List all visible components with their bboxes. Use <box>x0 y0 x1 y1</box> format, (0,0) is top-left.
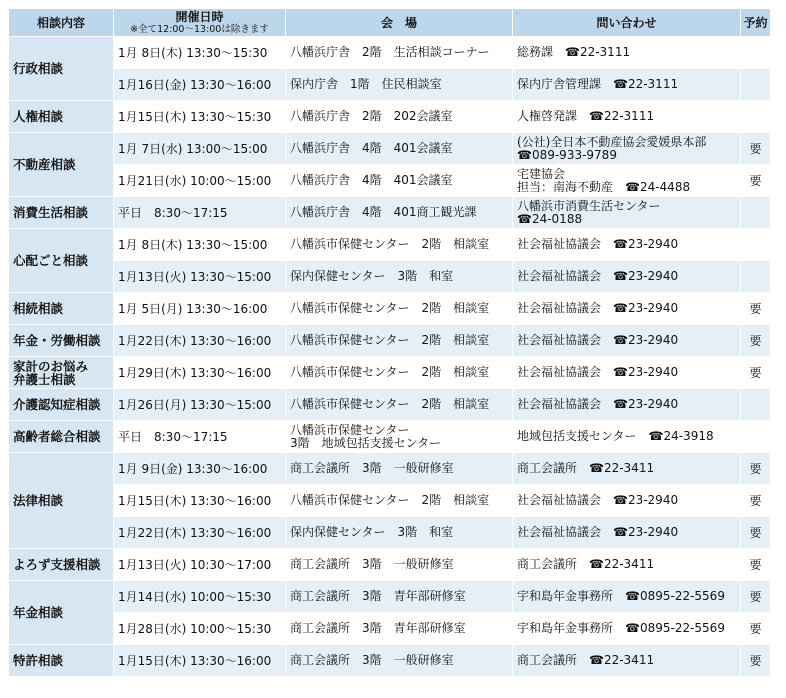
contact-cell <box>513 357 741 389</box>
venue-cell <box>286 549 513 581</box>
category-label: 特許相談 <box>13 653 64 668</box>
contact-cell <box>513 165 741 197</box>
venue-line: 八幡浜庁舎 4階 401商工観光課 <box>290 205 477 219</box>
table-body <box>9 37 771 677</box>
contact-line: 商工会議所 ☎22-3411 <box>517 557 655 571</box>
venue-cell <box>286 229 513 261</box>
contact-cell <box>513 389 741 421</box>
category-label: 不動産相談 <box>13 157 76 172</box>
table-row <box>9 613 771 645</box>
reservation-cell <box>741 261 771 293</box>
contact-cell <box>513 613 741 645</box>
date-cell: 1月16日(金) 13:30～16:00 <box>114 69 286 101</box>
table-row <box>9 261 771 293</box>
contact-cell <box>513 517 741 549</box>
table-row <box>9 453 771 485</box>
venue-cell <box>286 517 513 549</box>
contact-line: 宇和島年金事務所 ☎0895-22-5569 <box>517 589 725 603</box>
category-cell <box>9 357 114 389</box>
table-row <box>9 229 771 261</box>
table-row <box>9 581 771 613</box>
contact-cell <box>513 485 741 517</box>
header-reservation: 予約 <box>741 9 771 37</box>
date-cell: 1月14日(水) 10:00～15:30 <box>114 581 286 613</box>
reservation-cell: 要 <box>741 325 771 357</box>
contact-line: 社会福祉協議会 ☎23-2940 <box>517 493 679 507</box>
venue-cell <box>286 389 513 421</box>
venue-line: 八幡浜庁舎 2階 生活相談コーナー <box>290 45 490 59</box>
category-cell <box>9 421 114 453</box>
schedule-table <box>8 8 771 677</box>
venue-line: 保内保健センター 3階 和室 <box>290 269 454 283</box>
table-row <box>9 197 771 229</box>
reservation-cell: 要 <box>741 613 771 645</box>
venue-line: 八幡浜市保健センター 2階 相談室 <box>290 493 490 507</box>
date-cell: 1月28日(水) 10:00～15:30 <box>114 613 286 645</box>
venue-line: 保内庁舎 1階 住民相談室 <box>290 77 442 91</box>
category-cell <box>9 453 114 549</box>
venue-line: 八幡浜市保健センター 2階 相談室 <box>290 365 490 379</box>
category-label: 人権相談 <box>13 109 64 124</box>
date-cell: 1月15日(木) 13:30～15:30 <box>114 101 286 133</box>
venue-line: 3階 地域包括支援センター <box>290 435 442 450</box>
category-cell <box>9 197 114 229</box>
reservation-cell: 要 <box>741 133 771 165</box>
contact-line: 担当：南海不動産 ☎24-4488 <box>517 179 691 194</box>
contact-line: 社会福祉協議会 ☎23-2940 <box>517 525 679 539</box>
table-row <box>9 325 771 357</box>
reservation-cell: 要 <box>741 645 771 677</box>
contact-line: 人権啓発課 ☎22-3111 <box>517 109 655 123</box>
venue-cell <box>286 645 513 677</box>
reservation-cell <box>741 229 771 261</box>
venue-cell <box>286 37 513 69</box>
venue-cell <box>286 261 513 293</box>
reservation-cell <box>741 37 771 69</box>
venue-cell <box>286 133 513 165</box>
category-label: 介護認知症相談 <box>13 397 101 412</box>
contact-cell <box>513 453 741 485</box>
reservation-cell: 要 <box>741 357 771 389</box>
venue-line: 八幡浜市保健センター 2階 相談室 <box>290 333 490 347</box>
venue-line: 八幡浜市保健センター 2階 相談室 <box>290 237 490 251</box>
date-cell: 1月15日(木) 13:30～16:00 <box>114 645 286 677</box>
venue-cell <box>286 485 513 517</box>
category-cell <box>9 325 114 357</box>
category-label: 弁護士相談 <box>13 371 76 387</box>
date-cell: 1月15日(木) 13:30～16:00 <box>114 485 286 517</box>
table-row <box>9 517 771 549</box>
reservation-cell <box>741 421 771 453</box>
reservation-cell: 要 <box>741 517 771 549</box>
category-cell <box>9 389 114 421</box>
contact-cell <box>513 133 741 165</box>
category-label: 心配ごと相談 <box>13 253 89 268</box>
venue-cell <box>286 581 513 613</box>
table-row <box>9 69 771 101</box>
date-cell: 平日 8:30～17:15 <box>114 421 286 453</box>
contact-cell <box>513 229 741 261</box>
header-contact: 問い合わせ <box>513 9 741 37</box>
date-cell: 1月29日(木) 13:30～16:00 <box>114 357 286 389</box>
category-cell <box>9 101 114 133</box>
category-cell <box>9 549 114 581</box>
venue-cell <box>286 453 513 485</box>
category-label: 消費生活相談 <box>13 205 89 220</box>
contact-cell <box>513 197 741 229</box>
table-row <box>9 101 771 133</box>
venue-line: 商工会議所 3階 青年部研修室 <box>290 621 466 635</box>
contact-line: 総務課 ☎22-3111 <box>517 45 631 59</box>
category-cell <box>9 37 114 101</box>
date-cell: 1月22日(木) 13:30～16:00 <box>114 325 286 357</box>
contact-line: 宅建協会 <box>517 166 566 181</box>
reservation-cell: 要 <box>741 293 771 325</box>
contact-line: 商工会議所 ☎22-3411 <box>517 653 655 667</box>
contact-line: 商工会議所 ☎22-3411 <box>517 461 655 475</box>
table-row <box>9 37 771 69</box>
category-label: 年金・労働相談 <box>13 333 101 348</box>
venue-line: 商工会議所 3階 一般研修室 <box>290 557 454 571</box>
table-row <box>9 421 771 453</box>
venue-line: 八幡浜庁舎 4階 401会議室 <box>290 141 453 155</box>
header-date <box>114 9 286 37</box>
date-cell: 1月22日(木) 13:30～16:00 <box>114 517 286 549</box>
header-venue: 会 場 <box>286 9 513 37</box>
venue-cell <box>286 613 513 645</box>
reservation-cell: 要 <box>741 453 771 485</box>
venue-cell <box>286 69 513 101</box>
date-cell: 1月 8日(木) 13:30～15:30 <box>114 37 286 69</box>
header-date-title: 開催日時 <box>175 9 224 24</box>
date-cell: 1月 8日(木) 13:30～15:00 <box>114 229 286 261</box>
category-cell <box>9 293 114 325</box>
header-category: 相談内容 <box>9 9 114 37</box>
contact-line: (公社)全日本不動産協会愛媛県本部 <box>517 134 707 149</box>
contact-line: 社会福祉協議会 ☎23-2940 <box>517 269 679 283</box>
date-cell: 1月 5日(月) 13:30～16:00 <box>114 293 286 325</box>
table-row <box>9 133 771 165</box>
date-cell: 1月 7日(水) 13:00～15:00 <box>114 133 286 165</box>
date-cell: 1月 9日(金) 13:30～16:00 <box>114 453 286 485</box>
venue-cell <box>286 197 513 229</box>
reservation-cell: 要 <box>741 165 771 197</box>
contact-line: 保内庁舎管理課 ☎22-3111 <box>517 77 679 91</box>
contact-line: 宇和島年金事務所 ☎0895-22-5569 <box>517 621 725 635</box>
contact-line: 社会福祉協議会 ☎23-2940 <box>517 365 679 379</box>
category-label: 相続相談 <box>13 301 64 316</box>
header-date-note: ※全て12:00～13:00は除きます <box>130 23 269 35</box>
reservation-cell <box>741 69 771 101</box>
category-cell <box>9 229 114 293</box>
contact-line: 社会福祉協議会 ☎23-2940 <box>517 397 679 411</box>
date-cell: 平日 8:30～17:15 <box>114 197 286 229</box>
contact-line: 社会福祉協議会 ☎23-2940 <box>517 333 679 347</box>
table-header-row <box>9 9 771 37</box>
contact-cell <box>513 645 741 677</box>
venue-line: 八幡浜庁舎 4階 401会議室 <box>290 173 453 187</box>
venue-cell <box>286 293 513 325</box>
date-cell: 1月13日(火) 13:30～15:00 <box>114 261 286 293</box>
contact-line: 社会福祉協議会 ☎23-2940 <box>517 237 679 251</box>
reservation-cell: 要 <box>741 581 771 613</box>
category-label: 年金相談 <box>13 605 64 620</box>
venue-line: 商工会議所 3階 一般研修室 <box>290 653 454 667</box>
reservation-cell <box>741 101 771 133</box>
venue-line: 八幡浜市保健センター <box>290 422 410 437</box>
contact-cell <box>513 549 741 581</box>
contact-cell <box>513 421 741 453</box>
contact-cell <box>513 581 741 613</box>
contact-line: ☎24-0188 <box>517 211 583 226</box>
contact-line: ☎089-933-9789 <box>517 147 617 162</box>
table-row <box>9 357 771 389</box>
venue-line: 八幡浜庁舎 2階 202会議室 <box>290 109 453 123</box>
contact-cell <box>513 261 741 293</box>
reservation-cell <box>741 389 771 421</box>
table-row <box>9 389 771 421</box>
category-cell <box>9 581 114 645</box>
category-label: 家計のお悩み <box>13 358 89 374</box>
contact-cell <box>513 293 741 325</box>
category-label: 高齢者総合相談 <box>13 429 101 444</box>
category-label: 法律相談 <box>13 493 64 508</box>
table-row <box>9 165 771 197</box>
venue-cell <box>286 101 513 133</box>
category-cell <box>9 645 114 677</box>
reservation-cell: 要 <box>741 549 771 581</box>
table-row <box>9 485 771 517</box>
contact-line: 八幡浜市消費生活センター <box>517 198 661 213</box>
table-row <box>9 549 771 581</box>
venue-cell <box>286 325 513 357</box>
contact-line: 地域包括支援センター ☎24-3918 <box>517 429 714 443</box>
venue-line: 保内保健センター 3階 和室 <box>290 525 454 539</box>
venue-cell <box>286 165 513 197</box>
table-row <box>9 293 771 325</box>
reservation-cell <box>741 197 771 229</box>
contact-cell <box>513 101 741 133</box>
venue-line: 商工会議所 3階 一般研修室 <box>290 461 454 475</box>
date-cell: 1月26日(月) 13:30～15:00 <box>114 389 286 421</box>
venue-line: 八幡浜市保健センター 2階 相談室 <box>290 397 490 411</box>
venue-line: 商工会議所 3階 青年部研修室 <box>290 589 466 603</box>
venue-cell <box>286 357 513 389</box>
contact-cell <box>513 325 741 357</box>
contact-cell <box>513 69 741 101</box>
contact-line: 社会福祉協議会 ☎23-2940 <box>517 301 679 315</box>
venue-line: 八幡浜市保健センター 2階 相談室 <box>290 301 490 315</box>
category-cell <box>9 133 114 197</box>
venue-cell <box>286 421 513 453</box>
reservation-cell: 要 <box>741 485 771 517</box>
date-cell: 1月21日(水) 10:00～15:00 <box>114 165 286 197</box>
date-cell: 1月13日(火) 10:30～17:00 <box>114 549 286 581</box>
category-label: よろず支援相談 <box>13 557 101 572</box>
category-label: 行政相談 <box>13 61 64 76</box>
contact-cell <box>513 37 741 69</box>
table-row <box>9 645 771 677</box>
